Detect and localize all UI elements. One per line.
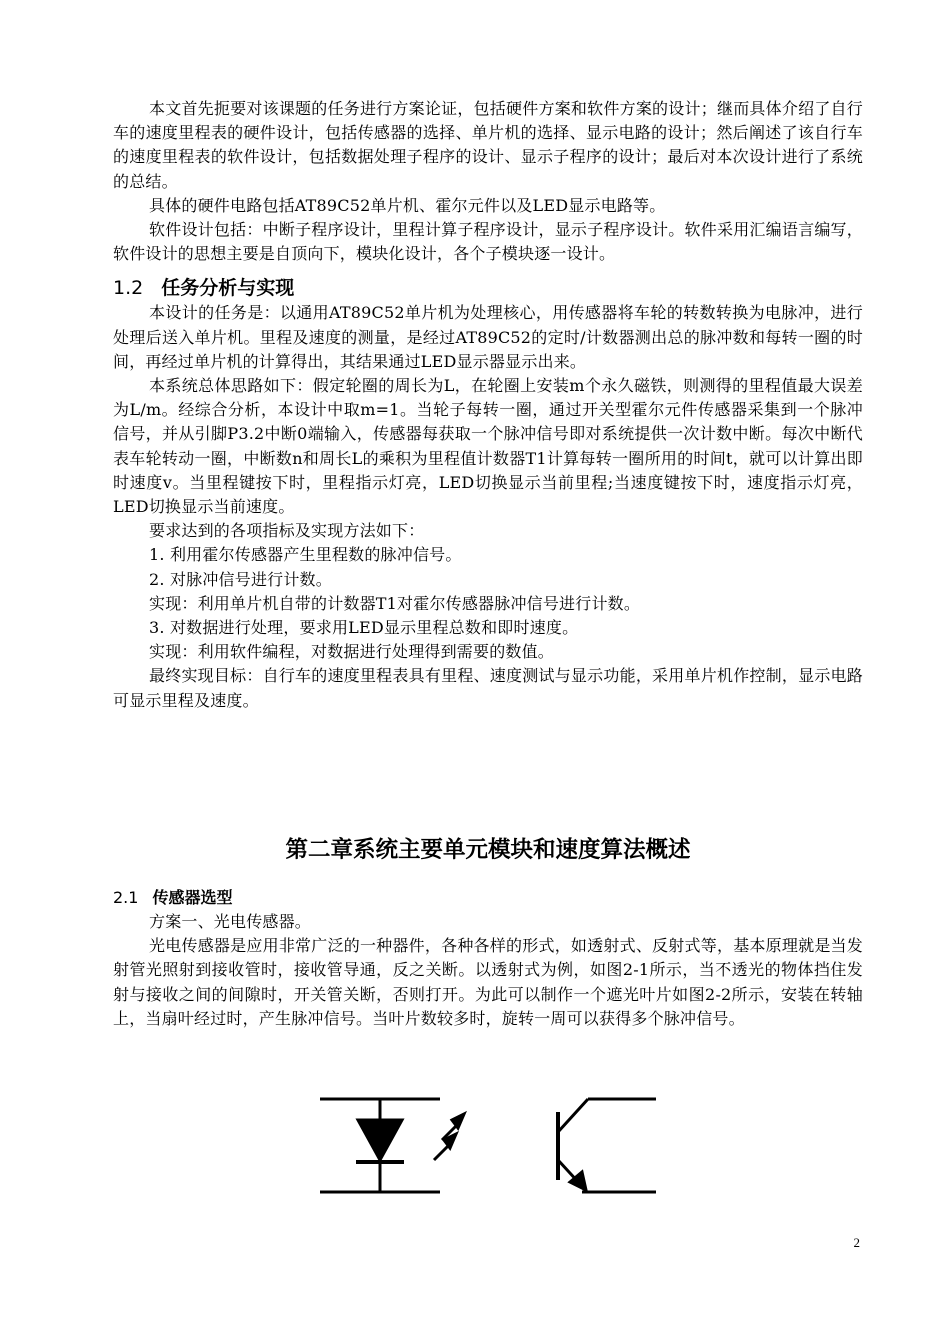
implementation-2: 实现：利用单片机自带的计数器T1对霍尔传感器脉冲信号进行计数。 [149, 593, 641, 613]
phototransistor-receiver-symbol [558, 1099, 656, 1192]
section-1-2-number: 1.2 [113, 277, 144, 300]
section-1-2-title: 任务分析与实现 [161, 277, 295, 300]
page-number: 2 [853, 1235, 860, 1250]
requirement-item-2: 2. 对脉冲信号进行计数。 [149, 569, 332, 589]
implementation-3: 实现：利用软件编程，对数据进行处理得到需要的数值。 [149, 642, 555, 662]
chapter-2-title: 第二章系统主要单元模块和速度算法概述 [285, 837, 691, 863]
led-emitter-symbol [320, 1099, 440, 1192]
section-2-1-heading [113, 887, 863, 909]
diode-triangle-icon [358, 1120, 402, 1160]
section-1-2-heading [113, 275, 863, 301]
section-2-1-paragraph-2: 光电传感器是应用非常广泛的一种器件，各种各样的形式，如透射式、反射式等，基本原理就是当发射管光照射到接收管时，接收管导通，反之关断。以透射式为例，如图2-1所示，当不透光的物体挡住发射与接收之间的间隙时，开关管关断，否则打开。为此可以制作一个遮光叶片如图2-2所示，安装在转轴上，当扇叶经过时，产生脉冲信号。当叶片数较多时，旋转一周可以获得多个脉冲信号。 [113, 936, 863, 1028]
section-1-2-paragraph-3: 要求达到的各项指标及实现方法如下： [149, 521, 425, 541]
intro-paragraph-3: 软件设计包括：中断子程序设计，里程计算子程序设计，显示子程序设计。软件采用汇编语言编写，软件设计的思想主要是自顶向下，模块化设计，各个子模块逐一设计。 [113, 220, 863, 264]
final-goal: 最终实现目标：自行车的速度里程表具有里程、速度测试与显示功能，采用单片机作控制，显示电路可显示里程及速度。 [113, 666, 863, 710]
light-emission-arrows-icon [434, 1114, 464, 1160]
requirement-item-1: 1. 利用霍尔传感器产生里程数的脉冲信号。 [149, 545, 462, 565]
intro-paragraph-2: 具体的硬件电路包括AT89C52单片机、霍尔元件以及LED显示电路等。 [149, 195, 666, 215]
section-1-2-paragraph-1: 本设计的任务是：以通用AT89C52单片机为处理核心，用传感器将车轮的转数转换为电脉冲，进行处理后送入单片机。里程及速度的测量，是经过AT89C52的定时/计数器测出总的脉冲数和每转一圈的时间，再经过单片机的计算得出，其结果通过LED显示器显示出来。 [113, 303, 863, 371]
section-2-1-paragraph-1: 方案一、光电传感器。 [149, 912, 312, 931]
section-2-1-title: 传感器选型 [152, 888, 233, 907]
document-page [113, 97, 863, 1028]
requirement-item-3: 3. 对数据进行处理，要求用LED显示里程总数和即时速度。 [149, 618, 579, 638]
section-2-1-number: 2.1 [113, 888, 139, 907]
photoelectric-sensor-symbol-figure [318, 1094, 658, 1198]
intro-paragraph-1: 本文首先扼要对该课题的任务进行方案论证，包括硬件方案和软件方案的设计；继而具体介绍了自行车的速度里程表的硬件设计，包括传感器的选择、单片机的选择、显示电路的设计；然后阐述了该自行车的速度里程表的软件设计，包括数据处理子程序的设计、显示子程序的设计；最后对本次设计进行了系统的总结。 [113, 99, 863, 191]
section-1-2-paragraph-2: 本系统总体思路如下：假定轮圈的周长为L，在轮圈上安装m个永久磁铁，则测得的里程值最大误差为L/m。经综合分析，本设计中取m=1。当轮子每转一圈，通过开关型霍尔元件传感器采集到一个脉冲信号，并从引脚P3.2中断0端输入，传感器每获取一个脉冲信号即对系统提供一次计数中断。每次中断代表车轮转动一圈，中断数n和周长L的乘积为里程值计数器T1计算每转一圈所用的时间t，就可以计算出即时速度v。当里程键按下时，里程指示灯亮，LED切换显示当前里程;当速度键按下时，速度指示灯亮，LED切换显示当前速度。 [113, 376, 863, 517]
section-2-1 [113, 887, 863, 1031]
transistor-collector [558, 1099, 588, 1132]
